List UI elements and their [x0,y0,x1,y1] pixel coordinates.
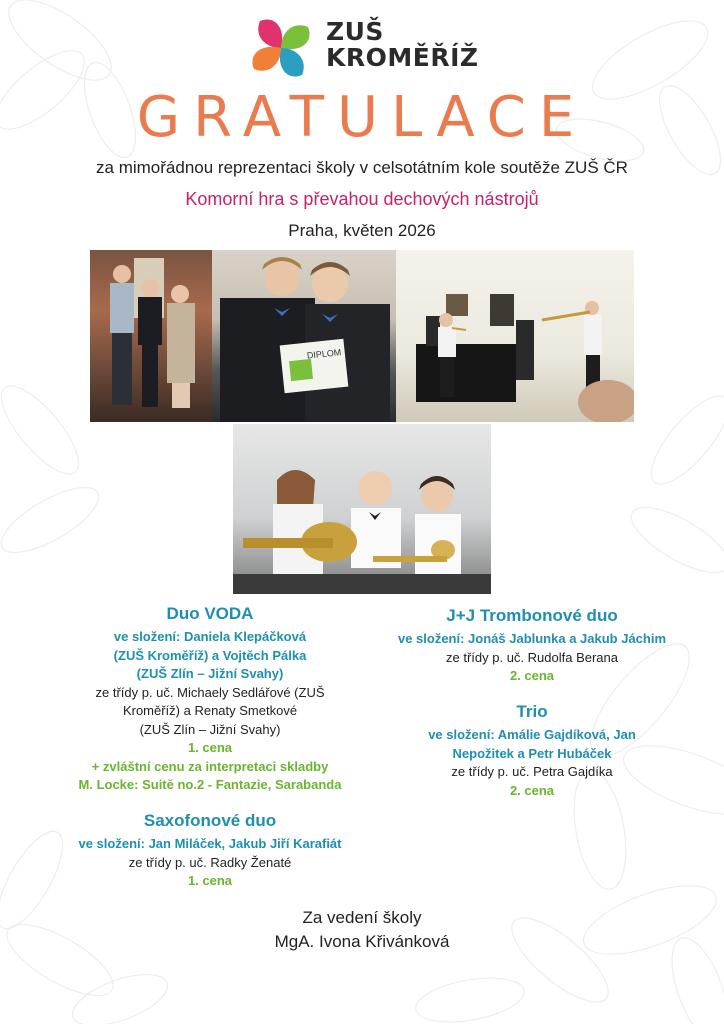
award-saxofon-duo [30,810,390,891]
photo-diploma-boys [212,250,396,422]
prize: 2. cena [509,782,555,798]
ensemble-name: J+J Trombonové duo [446,606,618,625]
teacher-info: ze třídy p. uč. Radky Ženaté [128,854,292,870]
ensemble-name: Duo VODA [166,604,254,623]
prize: 1. cena [187,740,233,755]
competition-category: Komorní hra s převahou dechových nástrojů [185,189,539,209]
signature-name: MgA. Ivona Křivánková [274,932,450,951]
ensemble-members: ve složení: Daniela Klepáčková [113,629,307,644]
teacher-info: (ZUŠ Zlín – Jižní Svahy) [139,721,281,737]
ensemble-members: ve složení: Jan Miláček, Jakub Jiří Karafiát [78,836,342,851]
logo-text-line1: ZUŠ [326,17,384,46]
subtitle: za mimořádnou reprezentaci školy v celsotátním kole soutěže ZUŠ ČR [96,158,628,177]
place-date: Praha, květen 2026 [288,221,436,240]
award-duo-voda [30,603,390,795]
signature-role: Za vedení školy [302,908,422,927]
ensemble-members: ve složení: Jonáš Jablunka a Jakub Jáchim [397,631,667,646]
page-title: GRATULACE [136,85,588,150]
flower-logo-icon [246,13,316,83]
award-trombon-duo [362,605,702,686]
teacher-info: Kroměříž) a Renaty Smetkové [122,703,298,718]
signature-block [0,906,724,954]
logo-text-line2: KROMĚŘÍŽ [326,43,479,72]
diploma-label: DIPLOM [306,347,342,361]
ensemble-members: (ZUŠ Kroměříž) a Vojtěch Pálka [113,647,307,663]
ensemble-members: Nepožitek a Petr Hubáček [452,745,612,761]
prize: 1. cena [187,873,233,888]
school-logo [246,13,482,83]
ensemble-name: Saxofonové duo [143,811,277,830]
photo-duo-voda-group [90,250,212,422]
special-prize: + zvláštní cenu za interpretaci skladby [91,758,329,774]
ensemble-members: ve složení: Amálie Gajdíková, Jan [428,727,636,742]
photo-trombone-performance [396,250,634,422]
ensemble-name: Trio [516,702,548,721]
photo-trio-brass [233,424,491,594]
teacher-info: ze třídy p. uč. Michaely Sedlářové (ZUŠ [95,684,325,700]
teacher-info: ze třídy p. uč. Petra Gajdíka [451,764,613,779]
teacher-info: ze třídy p. uč. Rudolfa Berana [446,649,618,665]
ensemble-members: (ZUŠ Zlín – Jižní Svahy) [136,666,284,681]
award-trio [362,701,702,800]
special-prize-piece: M. Locke: Suitě no.2 - Fantazie, Sarabanda [78,777,342,792]
prize: 2. cena [509,668,555,683]
